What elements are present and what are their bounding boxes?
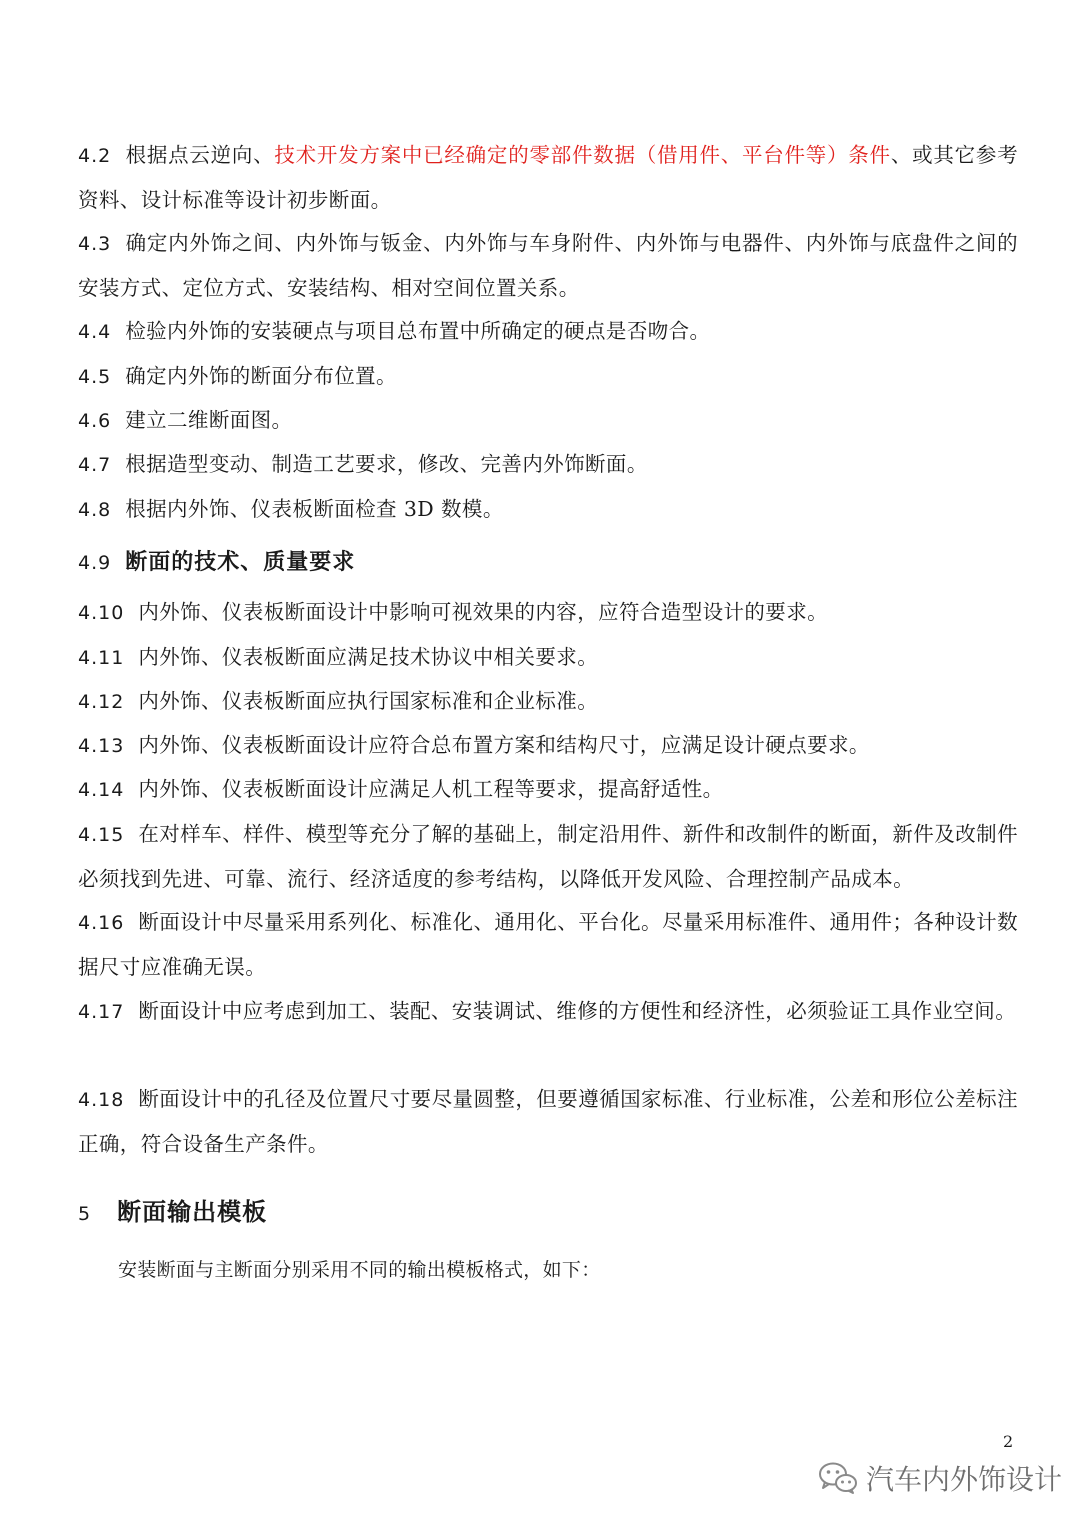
watermark-text: 汽车内外饰设计 xyxy=(866,1463,1063,1496)
section-title: 断面输出模板 xyxy=(117,1198,268,1226)
clause-number: 4.4 xyxy=(78,321,112,343)
clause-text: 内外饰、仪表板断面设计中影响可视效果的内容，应符合造型设计的要求。 xyxy=(138,600,829,624)
clause-number: 4.12 xyxy=(78,691,125,713)
clause-4-7 xyxy=(78,442,1018,487)
clause-number: 4.13 xyxy=(78,735,125,757)
clause-text: 断面设计中的孔径及位置尺寸要尽量圆整，但要遵循国家标准、行业标准，公差和形位公差标注正确，符合设备生产条件。 xyxy=(78,1087,1018,1156)
clause-text: 内外饰、仪表板断面设计应符合总布置方案和结构尺寸，应满足设计硬点要求。 xyxy=(138,733,870,757)
clause-4-3 xyxy=(78,221,1018,310)
clause-4-5 xyxy=(78,354,1018,399)
clause-number: 4.11 xyxy=(78,647,125,669)
clause-number: 4.5 xyxy=(78,366,112,388)
section-intro: 安装断面与主断面分别采用不同的输出模板格式，如下： xyxy=(118,1259,601,1281)
section-number: 5 xyxy=(78,1203,92,1225)
clause-4-10 xyxy=(78,590,1018,635)
clause-text: 确定内外饰之间、内外饰与钣金、内外饰与车身附件、内外饰与电器件、内外饰与底盘件之间的安装方式、定位方式、安装结构、相对空间位置关系。 xyxy=(78,231,1018,300)
clause-4-13 xyxy=(78,723,1018,768)
clause-4-11 xyxy=(78,635,1018,680)
clause-text: 在对样车、样件、模型等充分了解的基础上，制定沿用件、新件和改制件的断面，新件及改制件必须找到先进、可靠、流行、经济适度的参考结构，以降低开发风险、合理控制产品成本。 xyxy=(78,822,1018,891)
clause-number: 4.17 xyxy=(78,1001,125,1023)
clause-number: 4.16 xyxy=(78,912,125,934)
page-number: 2 xyxy=(1003,1432,1014,1451)
clause-number: 4.6 xyxy=(78,410,112,432)
clause-text: 内外饰、仪表板断面设计应满足人机工程等要求，提高舒适性。 xyxy=(138,777,724,801)
clause-4-18 xyxy=(78,1077,1018,1166)
subheading-4-9 xyxy=(78,545,355,576)
clause-text: 检验内外饰的安装硬点与项目总布置中所确定的硬点是否吻合。 xyxy=(125,319,711,343)
clause-number: 4.18 xyxy=(78,1089,125,1111)
clause-4-16 xyxy=(78,900,1018,989)
clause-text: 根据内外饰、仪表板断面检查 3D 数模。 xyxy=(125,497,504,521)
watermark xyxy=(818,1458,1062,1498)
clause-text: 断面设计中尽量采用系列化、标准化、通用化、平台化。尽量采用标准件、通用件；各种设计数据尺寸应准确无误。 xyxy=(78,910,1018,979)
clause-text: 断面设计中应考虑到加工、装配、安装调试、维修的方便性和经济性，必须验证工具作业空间。 xyxy=(138,999,1017,1023)
clause-4-2 xyxy=(78,133,1018,222)
clause-4-15 xyxy=(78,812,1018,901)
clause-number: 4.15 xyxy=(78,824,125,846)
clause-text: 根据造型变动、制造工艺要求，修改、完善内外饰断面。 xyxy=(125,452,648,476)
clause-number: 4.9 xyxy=(78,552,112,574)
clause-number: 4.3 xyxy=(78,233,112,255)
clause-text: 确定内外饰的断面分布位置。 xyxy=(125,364,397,388)
clause-4-6 xyxy=(78,398,1018,443)
clause-4-14 xyxy=(78,767,1018,812)
clause-number: 4.8 xyxy=(78,499,112,521)
clause-4-12 xyxy=(78,679,1018,724)
clause-text: 内外饰、仪表板断面应满足技术协议中相关要求。 xyxy=(138,645,599,669)
highlighted-text: 技术开发方案中已经确定的零部件数据（借用件、平台件等）条件 xyxy=(274,143,891,167)
clause-text: 根据点云逆向、 xyxy=(125,143,275,167)
clause-4-17 xyxy=(78,989,1018,1034)
section-5-heading xyxy=(78,1192,267,1227)
wechat-icon xyxy=(818,1461,858,1495)
clause-number: 4.10 xyxy=(78,602,125,624)
clause-number: 4.2 xyxy=(78,145,112,167)
subheading-title: 断面的技术、质量要求 xyxy=(125,550,356,575)
clause-4-8 xyxy=(78,487,1018,532)
clause-text: 建立二维断面图。 xyxy=(125,408,293,432)
clause-number: 4.14 xyxy=(78,779,125,801)
clause-text: 内外饰、仪表板断面应执行国家标准和企业标准。 xyxy=(138,689,599,713)
clause-number: 4.7 xyxy=(78,454,112,476)
clause-text: 、或其它参考资料、设计标准等设计初步断面。 xyxy=(78,143,1018,212)
clause-4-4 xyxy=(78,309,1018,354)
